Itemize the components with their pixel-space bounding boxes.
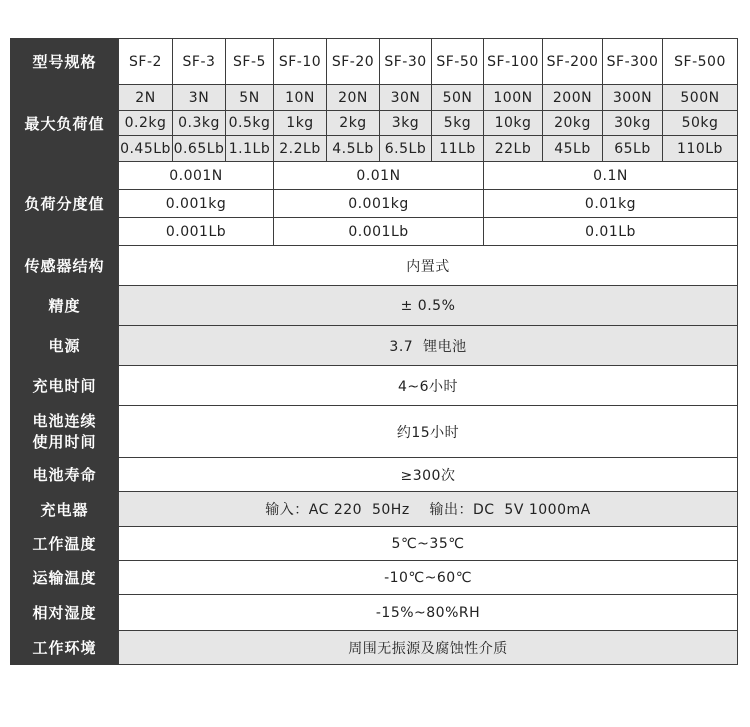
max-load-row-lb [11,136,738,162]
humidity-label: 相对湿度 [11,595,119,631]
max-load-n-cell: 2N [119,85,173,111]
resolution-kg-cell: 0.01kg [484,190,738,218]
max-load-lb-cell: 65Lb [603,136,663,162]
model-label: 型号规格 [11,39,119,85]
battery-use-row [11,406,738,458]
max-load-n-cell: 300N [603,85,663,111]
max-load-lb-cell: 6.5Lb [380,136,432,162]
resolution-n-cell: 0.01N [274,162,484,190]
model-cell: SF-200 [543,39,603,85]
max-load-lb-cell: 0.45Lb [119,136,173,162]
model-row [11,39,738,85]
work-temp-row [11,527,738,561]
sensor-label: 传感器结构 [11,246,119,286]
max-load-kg-cell: 3kg [380,111,432,136]
resolution-kg-cell: 0.001kg [119,190,274,218]
power-row [11,326,738,366]
resolution-kg-cell: 0.001kg [274,190,484,218]
model-cell: SF-500 [663,39,738,85]
resolution-label: 负荷分度值 [11,162,119,246]
max-load-lb-cell: 1.1Lb [226,136,274,162]
max-load-n-cell: 5N [226,85,274,111]
charge-time-label: 充电时间 [11,366,119,406]
battery-life-value: ≥300次 [119,458,738,492]
max-load-kg-cell: 50kg [663,111,738,136]
max-load-kg-cell: 10kg [484,111,543,136]
max-load-n-cell: 100N [484,85,543,111]
charger-value: 输入：AC 220 50Hz 输出：DC 5V 1000mA [119,492,738,527]
resolution-lb-cell: 0.001Lb [119,218,274,246]
transport-temp-label: 运输温度 [11,561,119,595]
model-cell: SF-3 [173,39,226,85]
model-cell: SF-300 [603,39,663,85]
model-cell: SF-5 [226,39,274,85]
humidity-row [11,595,738,631]
resolution-row-kg [11,190,738,218]
charge-time-value: 4~6小时 [119,366,738,406]
resolution-row-n [11,162,738,190]
battery-life-row [11,458,738,492]
resolution-n-cell: 0.001N [119,162,274,190]
resolution-lb-cell: 0.001Lb [274,218,484,246]
battery-use-label-line1: 电池连续 [32,411,97,430]
accuracy-row [11,286,738,326]
model-cell: SF-2 [119,39,173,85]
battery-life-label: 电池寿命 [11,458,119,492]
model-cell: SF-100 [484,39,543,85]
max-load-kg-cell: 0.5kg [226,111,274,136]
max-load-n-cell: 10N [274,85,327,111]
max-load-lb-cell: 4.5Lb [327,136,380,162]
max-load-kg-cell: 0.2kg [119,111,173,136]
battery-use-label [11,406,119,458]
charger-row [11,492,738,527]
humidity-value: -15%~80%RH [119,595,738,631]
max-load-n-cell: 20N [327,85,380,111]
max-load-kg-cell: 20kg [543,111,603,136]
resolution-lb-cell: 0.01Lb [484,218,738,246]
max-load-label: 最大负荷值 [11,85,119,162]
environment-row [11,631,738,665]
max-load-kg-cell: 1kg [274,111,327,136]
max-load-n-cell: 50N [432,85,484,111]
sensor-row [11,246,738,286]
max-load-n-cell: 200N [543,85,603,111]
max-load-lb-cell: 2.2Lb [274,136,327,162]
power-label: 电源 [11,326,119,366]
environment-label: 工作环境 [11,631,119,665]
max-load-lb-cell: 22Lb [484,136,543,162]
environment-value: 周围无振源及腐蚀性介质 [119,631,738,665]
model-cell: SF-30 [380,39,432,85]
accuracy-label: 精度 [11,286,119,326]
charger-label: 充电器 [11,492,119,527]
max-load-lb-cell: 45Lb [543,136,603,162]
work-temp-label: 工作温度 [11,527,119,561]
sensor-value: 内置式 [119,246,738,286]
model-cell: SF-10 [274,39,327,85]
max-load-kg-cell: 5kg [432,111,484,136]
work-temp-value: 5℃~35℃ [119,527,738,561]
max-load-lb-cell: 110Lb [663,136,738,162]
model-cell: SF-20 [327,39,380,85]
max-load-n-cell: 500N [663,85,738,111]
max-load-kg-cell: 2kg [327,111,380,136]
max-load-n-cell: 3N [173,85,226,111]
resolution-n-cell: 0.1N [484,162,738,190]
battery-use-label-line2: 使用时间 [32,432,97,451]
resolution-row-lb [11,218,738,246]
max-load-lb-cell: 11Lb [432,136,484,162]
spec-table [10,38,738,665]
max-load-kg-cell: 0.3kg [173,111,226,136]
battery-use-value: 约15小时 [119,406,738,458]
transport-temp-value: -10℃~60℃ [119,561,738,595]
max-load-n-cell: 30N [380,85,432,111]
accuracy-value: ± 0.5% [119,286,738,326]
max-load-kg-cell: 30kg [603,111,663,136]
transport-temp-row [11,561,738,595]
max-load-row-kg [11,111,738,136]
power-value: 3.7 锂电池 [119,326,738,366]
max-load-lb-cell: 0.65Lb [173,136,226,162]
model-cell: SF-50 [432,39,484,85]
max-load-row-n [11,85,738,111]
charge-time-row [11,366,738,406]
